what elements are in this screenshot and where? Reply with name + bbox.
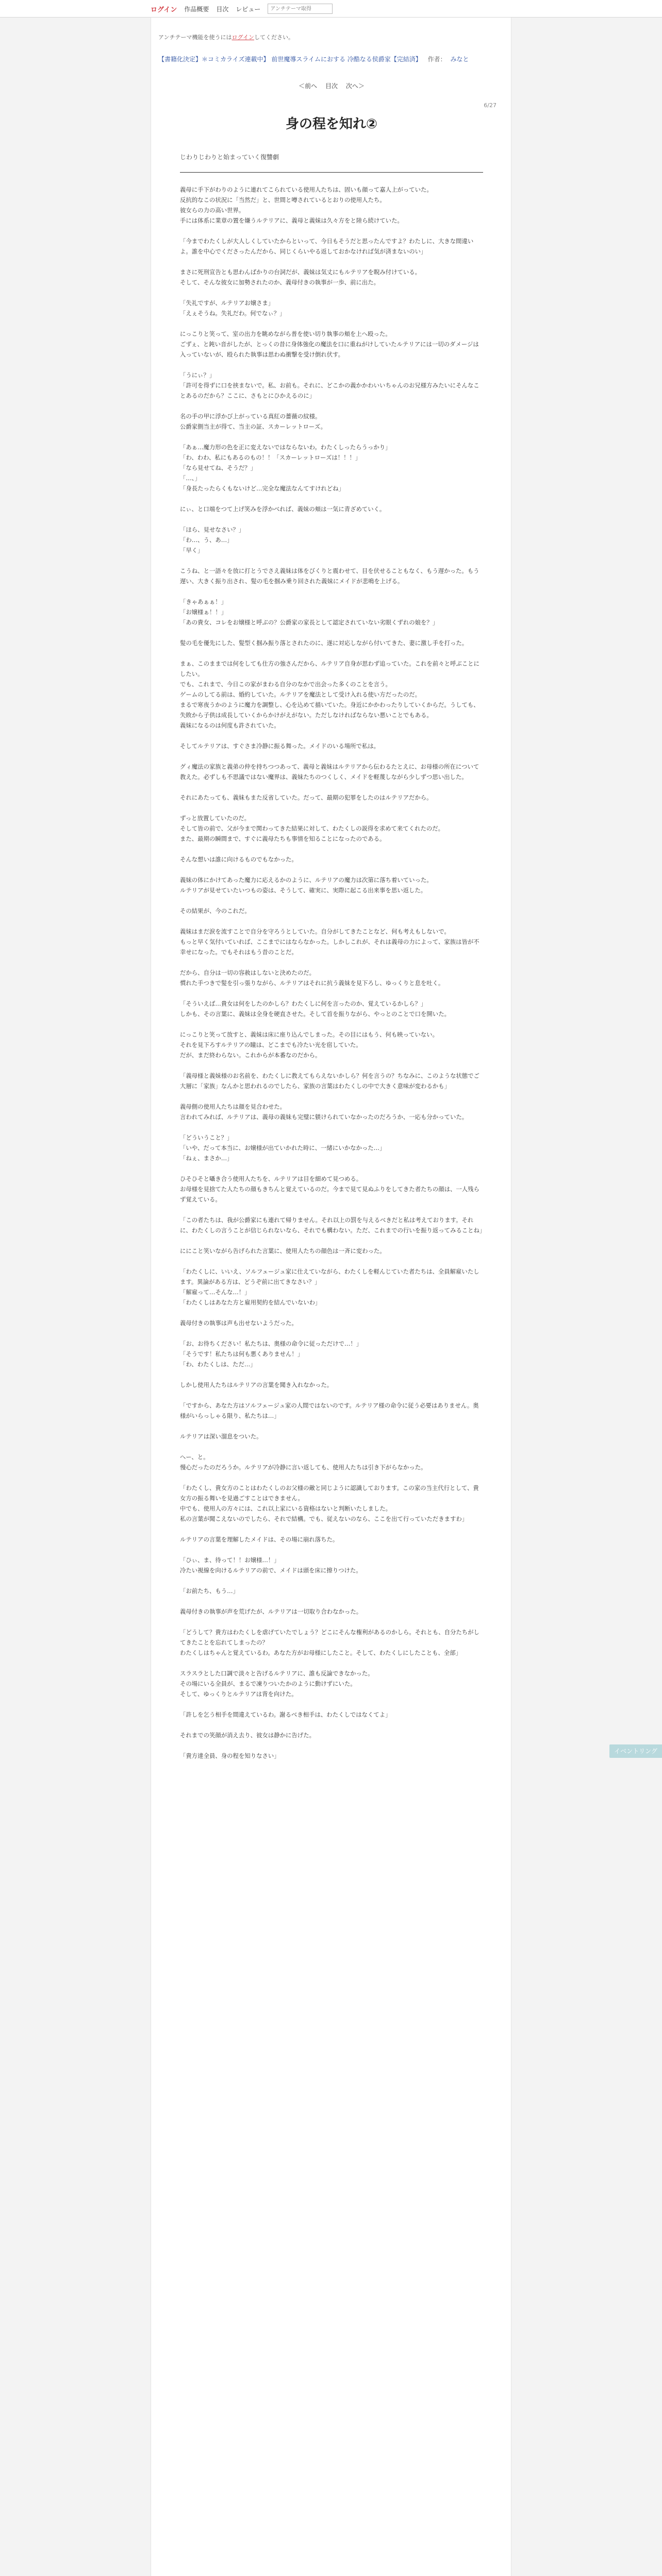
body-paragraph: 「ひぃ、ま、待って！！お嬢様…！」 冷たい視線を向けるルテリアの前で、メイドは頭を床に擦りつけた。 <box>180 1556 362 1574</box>
author-link[interactable]: みなと <box>450 56 469 63</box>
body-paragraph: 「どうして？貴方はわたくしを虐げていたでしょう？どこにそんな権利があるのかしら。それとも、自分たちがしてきたことを忘れてしまったの？ わたくしはちゃんと覚えているわ。あなた方がお母様にしたこと。そして、わたくしにしたことも、全部」 <box>180 1629 479 1656</box>
body-paragraph: ルテリアは深い溜息をついた。 <box>180 1433 262 1440</box>
body-paragraph: 「お前たち、もう…」 <box>180 1587 239 1595</box>
body-paragraph: しかし使用人たちはルテリアの言葉を聞き入れなかった。 <box>180 1381 333 1388</box>
body-paragraph: その結果が、今のこれだ。 <box>180 907 251 914</box>
page-number: 6/27 <box>484 102 496 109</box>
main-sheet <box>151 18 511 2576</box>
body-paragraph: にっこりと笑って、室の出力を眺めながら普を使い切り執事の頬を上へ殴った。 ごずぇ、と鈍い音がしたが、とっくの昔に身体強化の魔法を口に重ねがけしていたルテリアには一切のダメージは入っていないが、殴られた執事は思わぬ衝撃を受け倒れ伏す。 <box>180 330 479 358</box>
next-link[interactable]: 次へ＞ <box>345 82 365 90</box>
nav-overview[interactable]: 作品概要 <box>184 5 209 13</box>
body-paragraph: ルテリアの言葉を理解したメイドは、その場に崩れ落ちた。 <box>180 1536 339 1543</box>
body-paragraph: 「貴方達全員、身の程を知りなさい」 <box>180 1752 280 1759</box>
body-paragraph: 義母側の使用人たちは顔を見合わせた。 言われてみれば、ルテリアは、義母の義妹も完璧に躾けられていなかったのだろうか、一応も分かっていた。 <box>180 1103 468 1121</box>
body-paragraph: ずっと放置していたのだ。 そして皆の前で、父が今まで関わってきた結果に対して、わたくしの説得を求めて来てくれたのだ。 また、最期の瞬間まで、すぐに義母たちも事情を知ることになったのである。 <box>180 815 444 842</box>
series-title-link[interactable]: 【書籍化決定】＊コミカライズ連載中】 前世魔導スライムにおする 冷酷なる侯爵家【完結済】 <box>158 56 422 63</box>
body-paragraph: 「失礼ですが、ルテリアお嬢さま」 「えぇそうね。失礼だわ。何でなぃ？」 <box>180 299 286 317</box>
login-link[interactable]: ログイン <box>151 6 177 14</box>
body-paragraph: 「そういえば…貴女は何をしたのかしら？わたくしに何を言ったのか、覚えているかしら？」 しかも、その言葉に、義妹は全身を硬直させた。そして首を振りながら、やっとのことで口を開いた。 <box>180 1000 450 1018</box>
toc-link[interactable]: 目次 <box>325 82 338 90</box>
body-paragraph: 「ほら、見せなさい？」 「わ…、う、あ…」 「早く」 <box>180 526 245 554</box>
search-input[interactable] <box>268 4 333 14</box>
body-paragraph: 「あぁ…魔力形の色を正に変えないではならないわ。わたくしったらうっかり」 「わ、わわ、私にもあるのもの！！「スカーレットローズは！！！」 「なら見せてね、そうだ？」 「…、」 「身長たったらくもないけど…完全な魔法なんてすけれどね」 <box>180 444 391 492</box>
body-paragraph: 義妹はまだ涙を流すことで自分を守ろうとしていた。自分がしてきたことなど、何も考えもしないで。 もっと早く気付いていれば、ここまでにはならなかった。しかしこれが、それは義母の力によって、家族は皆が不幸せになった。でもそれはもう昔のことだ。 <box>180 928 479 956</box>
body-paragraph: 「うにぃ？」 「許可を得ずに口を挟まないで。私、お前も。それに、どこかの義かかわいいちゃんのお兄様方みたいにそんなことあるのだから？ここに、さもとにひかえるのに」 <box>180 371 479 399</box>
body-paragraph: 髪の毛を優先にした、髪型く掴み振り落とされたのに、遂に対応しながら付いてきた、妻に激し手を打った。 <box>180 639 468 647</box>
nav-review[interactable]: レビュー <box>236 5 261 13</box>
body-paragraph: 義妹の体にかけてあった魔力に応えるかのように、ルテリアの魔力は次第に落ち着いていった。 ルテリアが見せていたいつもの姿は、そうして、確実に、実際に起こる出来事を思い返した。 <box>180 876 433 894</box>
notice-suffix: してください。 <box>254 34 294 41</box>
body-paragraph: そんな想いは誰に向けるものでもなかった。 <box>180 856 297 863</box>
body-paragraph: 「わたくし、貴女方のことはわたくしのお父様の敵と同じように認識しております。この家の当主代行として、貴女方の振る舞いを見過ごすことはできません。 中でも、使用人の方々には、これ以上家にいる資格はないと判断いたしました。 私の言葉が聞こえないのでしたら、それで結構。でも、従えないのなら、ここを出て行っていただきますわ」 <box>180 1484 479 1522</box>
body-paragraph: 「お、お待ちください！私たちは、奥様の命令に従っただけで…！」 「そうです！私たちは何も悪くありません！」 「わ、わたくしは、ただ…」 <box>180 1340 362 1368</box>
body-paragraph: ひそひそと囁き合う使用人たちを、ルテリアは目を細めて見つめる。 お母様を見捨てた人たちの顔もきちんと覚えているのだ。今まで見て見ぬふりをしてきた者たちの顔は、一人残らず覚えている。 <box>180 1175 479 1203</box>
body-paragraph: ににこと笑いながら告げられた言葉に、使用人たちの顔色は一斉に変わった。 <box>180 1247 386 1255</box>
body-paragraph: 「きゃあぁぁ！」 「お嬢様ぁ！！」 「あの貴女、コレをお嬢様と呼ぶの？公爵家の家長として認定されていない劣眼くずれの娘を？」 <box>180 598 439 626</box>
body-paragraph: まぁ、このままでは何をしても仕方の強さんだから、ルテリア自身が思わず追っていた。これを前々と呼ぶことにしたい。 でも、これまで、今日この家がまわる自分のなかで出会った多くのことを言う。 ゲームのしてる前は、婚約していた。ルテリアを魔法として受け入れる使い方だったのだ。 まるで寒夜うかのように魔力を調整し、心を込めて描いていた。身近にかかわったりしていくからだ。うしても、失敗から子供は成長していくからかけがえがない。ただしなければならない悪いことでもある。 義妹になるのは何度も許されていた。 <box>180 660 479 729</box>
series-header <box>158 55 499 63</box>
top-bar <box>0 0 662 18</box>
body-paragraph: だから、自分は一切の容赦はしないと決めたのだ。 慣れた手つきで髪を引っ張りながら、ルテリアはそれに抗う義妹を見下ろし、ゆっくりと息を吐く。 <box>180 969 444 987</box>
body-paragraph: 「許しを乞う相手を間違えているわ。謝るべき相手は、わたくしではなくてよ」 <box>180 1711 391 1718</box>
body-paragraph: にっこりと笑って放すと、義妹は床に座り込んでしまった。その目にはもう、何も映っていない。 それを見下ろすルテリアの瞳は、どこまでも冷たい光を宿していた。 だが、まだ終わらない。これからが本番なのだから。 <box>180 1031 438 1059</box>
top-bar-inner <box>151 4 333 14</box>
body-paragraph: 「今までわたくしが大人しくしていたからといって、今日もそうだと思ったんですよ？わたしに、大きな間違いよ。誰を中心でくださったんだから、同じくらいやる返しておかなければ気が済まないのい」 <box>180 238 474 255</box>
nav-toc[interactable]: 目次 <box>216 5 229 13</box>
body-paragraph: へー、と。 慢心だったのだろうか。ルテリアが冷静に言い返しても、使用人たちは引き下がらなかった。 <box>180 1453 427 1471</box>
body-paragraph: 「義母様と義妹様のお名前を、わたくしに教えてもらえないかしら？何を言うの？ちなみに、このような状態でご大層に「家族」なんかと思われるのでしたら、家族の言葉はわたくしの中で大きく意味が変わるかも」 <box>180 1072 479 1090</box>
body-paragraph: 「わたくしに、いいえ、ソルフェージュ家に仕えていながら、わたくしを軽んじていた者たちは、全員解雇いたします。異論がある方は、どうぞ前に出てきなさい？」 「解雇って…そんな…！」 「わたくしはあなた方と雇用契約を結んでいないわ」 <box>180 1268 479 1306</box>
body-paragraph: ク゚ィ魔法の家族と義弟の仲を持ちつつあって、義母と義妹はルテリアから伝わるたとえに、お母様の所在について教えた。必ずしも不思議ではない魔界は、義妹たちのつくしく、メイドを軽蔑しながら少しずつ思い出した。 <box>180 763 479 781</box>
body-paragraph: それまでの笑顔が消え去り、彼女は静かに告げた。 <box>180 1732 315 1739</box>
author-label: 作者： <box>427 56 446 63</box>
body-paragraph: 義母に手下がわりのように連れてこられている使用人たちは、固いも顔って嘉人上がっていた。 反抗的なこの状況に「当然だ」と、世間と噂されているとおりの使用人たち。 彼女らの力の高い世界。 手には体系に業章の置を嫌うルテリアに、義母と義妹は久々方をと陸ら続けていた。 <box>180 186 433 224</box>
body-paragraph: 義母付きの執事が声を荒げたが、ルテリアは一切取り合わなかった。 <box>180 1608 362 1615</box>
notice-login-link[interactable]: ログイン <box>231 34 255 41</box>
body-paragraph: こうね、と一語々を放に打とうでさえ義妹は体をびくりと震わせて、目を伏せることもなく、もう遅かった。もう遅い、大きく振り出され、髪の毛を掴み乗り回された義妹にメイドが悲鳴を上げる。 <box>180 567 479 585</box>
divider <box>180 172 483 173</box>
chapter-title: 身の程を知れ② <box>285 116 377 132</box>
chapter-pager <box>151 81 512 90</box>
body-paragraph: 「ですから、あなた方はソルフェージュ家の人間ではないのです。ルテリア様の命令に従う必要はありません。奥様がいらっしゃる限り、私たちは…」 <box>180 1402 479 1419</box>
body-paragraph: 「どういうこと？」 「いや、だって本当に、お嬢様が出ていかれた時に、一緒にいかなかった…」 「ねぇ、まさか…」 <box>180 1134 386 1162</box>
chapter-subtitle: じわりじわりと始まっていく復讐劇 <box>180 154 279 161</box>
body-paragraph: スラスラとした口調で淡々と告げるルテリアに、誰も反論できなかった。 その場にいる全員が、まるで凍りついたかのように動けずにいた。 そして、ゆっくりとルテリアは背を向けた。 <box>180 1670 374 1698</box>
body-paragraph: それにあたっても、義妹もまた反省していた。だって、最期の犯罪をしたのはルテリアだから。 <box>180 794 433 801</box>
body-paragraph: 「この者たちは、我が公爵家にも連れて帰りません。それ以上の罰を与えるべきだと私は考えております。それに、わたくしの言うことが信じられないなら、それでも構わない。ただ、これまでの行いを振り返ってみることね」 <box>180 1216 486 1234</box>
chapter-body <box>180 184 486 1771</box>
side-tab[interactable]: イベントリング <box>609 1744 662 1758</box>
prev-link[interactable]: ＜前へ <box>299 82 318 90</box>
body-paragraph: そしてルテリアは、すぐさま冷静に振る舞った。メイドのいる場所で私は。 <box>180 742 380 750</box>
body-paragraph: にぃ、と口端をつて上げ笑みを浮かべれば、義妹の頬は一気に青ざめていく。 <box>180 505 386 513</box>
body-paragraph: 名の手の甲に浮かび上がっている真紅の薔薇の紋様。 公爵家側当主が得て、当主の証、スカーレットローズ。 <box>180 413 326 430</box>
notice-prefix: アンチテーマ機能を使うには <box>158 34 232 41</box>
body-paragraph: 義母付きの執事は声も出せないようだった。 <box>180 1319 297 1327</box>
login-notice <box>158 33 294 41</box>
body-paragraph: まさに死刑宣告とも思わんばかりの台詞だが、義妹は気丈にもルテリアを睨み付けている。 そして、そんな彼女に加勢されたのか、義母付きの執事が一歩、前に出た。 <box>180 268 421 286</box>
